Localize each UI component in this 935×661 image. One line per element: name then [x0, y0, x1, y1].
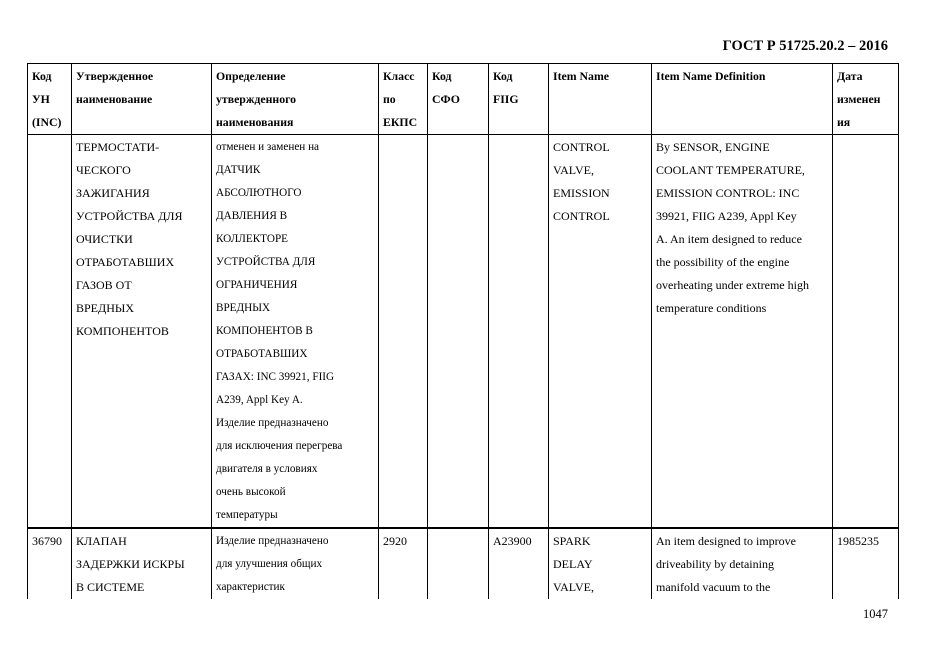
sfo-cell — [428, 528, 489, 599]
header-sfo-code — [428, 64, 489, 135]
cell-line: наименования — [216, 115, 294, 129]
cell-line: ия — [837, 115, 851, 129]
sfo-cell — [428, 135, 489, 529]
cell-line: A239, Appl Key A. — [216, 394, 303, 406]
cell-line: для исключения перегрева — [216, 440, 343, 452]
cell-line: Утвержденное — [76, 69, 154, 83]
cell-line: By SENSOR, ENGINE — [656, 140, 770, 154]
cell-line: Изделие предназначено — [216, 535, 329, 547]
class-cell — [379, 135, 428, 529]
cell-line: DELAY — [553, 557, 593, 571]
cell-line: КОЛЛЕКТОРЕ — [216, 233, 288, 245]
cell-line: изменен — [837, 92, 881, 106]
cell-line: температуры — [216, 509, 278, 521]
inc-cell — [28, 135, 72, 529]
cell-line: ВРЕДНЫХ — [216, 302, 271, 314]
header-item-name — [549, 64, 652, 135]
cell-line: УСТРОЙСТВА ДЛЯ — [216, 256, 316, 268]
cell-line: характеристик — [216, 581, 285, 593]
cell-line: CONTROL — [553, 209, 610, 223]
cell-line: VALVE, — [553, 580, 595, 594]
cell-line: очень высокой — [216, 486, 286, 498]
document-header: ГОСТ Р 51725.20.2 – 2016 — [722, 38, 888, 54]
cell-line: 1985235 — [837, 534, 879, 548]
cell-line: АБСОЛЮТНОГО — [216, 187, 302, 199]
cell-line: Item Name — [553, 69, 610, 83]
inc-cell — [28, 528, 72, 599]
item-name-definition-cell — [652, 528, 833, 599]
definition-cell — [212, 528, 379, 599]
class-cell — [379, 528, 428, 599]
cell-line: ОТРАБОТАВШИХ — [76, 255, 175, 269]
cell-line: КОМПОНЕНТОВ — [76, 324, 169, 338]
cell-line: ТЕРМОСТАТИ- — [76, 140, 160, 154]
cell-line: по — [383, 92, 396, 106]
cell-line: двигателя в условиях — [216, 463, 318, 475]
cell-line: FIIG — [493, 92, 519, 106]
cell-line: наименование — [76, 92, 153, 106]
header-change-date — [833, 64, 899, 135]
cell-line: overheating under extreme high — [656, 278, 809, 292]
approved-name-cell — [72, 135, 212, 529]
page-number: 1047 — [863, 607, 888, 621]
cell-line: COOLANT TEMPERATURE, — [656, 163, 805, 177]
cell-line: ДАТЧИК — [216, 164, 261, 176]
cell-line: для улучшения общих — [216, 558, 323, 570]
cell-line: An item designed to improve — [656, 534, 796, 548]
cell-line: Item Name Definition — [656, 69, 766, 83]
cell-line: driveability by detaining — [656, 557, 774, 571]
cell-line: Определение — [216, 69, 286, 83]
item-name-cell — [549, 528, 652, 599]
cell-line: ДАВЛЕНИЯ В — [216, 210, 288, 222]
cell-line: Класс — [383, 69, 415, 83]
cell-line: ОТРАБОТАВШИХ — [216, 348, 308, 360]
fiig-cell — [489, 135, 549, 529]
table-row — [28, 135, 899, 529]
cell-line: A. An item designed to reduce — [656, 232, 802, 246]
cell-line: УН — [32, 92, 50, 106]
cell-line: the possibility of the engine — [656, 255, 790, 269]
cell-line: ЕКПС — [383, 115, 418, 129]
cell-line: ГАЗАХ: INC 39921, FIIG — [216, 371, 335, 383]
cell-line: ГАЗОВ ОТ — [76, 278, 132, 292]
cell-line: Код — [432, 69, 452, 83]
cell-line: ВРЕДНЫХ — [76, 301, 134, 315]
cell-line: Изделие предназначено — [216, 417, 329, 429]
cell-line: EMISSION CONTROL: INC — [656, 186, 800, 200]
cell-line: УСТРОЙСТВА ДЛЯ — [76, 209, 183, 223]
header-definition — [212, 64, 379, 135]
definition-cell — [212, 135, 379, 529]
cell-line: ЗАДЕРЖКИ ИСКРЫ — [76, 557, 185, 571]
cell-line: VALVE, — [553, 163, 595, 177]
header-item-name-definition — [652, 64, 833, 135]
fiig-cell — [489, 528, 549, 599]
cell-line: Код — [32, 69, 52, 83]
header-row — [28, 64, 899, 135]
approved-name-cell — [72, 528, 212, 599]
table-row — [28, 528, 899, 599]
header-approved-name — [72, 64, 212, 135]
cell-line: ОГРАНИЧЕНИЯ — [216, 279, 298, 291]
cell-line: A23900 — [493, 534, 532, 548]
item-name-definition-cell — [652, 135, 833, 529]
header-fiig-code — [489, 64, 549, 135]
cell-line: temperature conditions — [656, 301, 767, 315]
cell-line: отменен и заменен на — [216, 141, 320, 153]
cell-line: ЧЕСКОГО — [76, 163, 131, 177]
cell-line: manifold vacuum to the — [656, 580, 771, 594]
cell-line: 2920 — [383, 534, 407, 548]
header-class — [379, 64, 428, 135]
cell-line: КЛАПАН — [76, 534, 127, 548]
cell-line: КОМПОНЕНТОВ В — [216, 325, 313, 337]
cell-line: Дата — [837, 69, 863, 83]
cell-line: (INC) — [32, 115, 62, 129]
cell-line: EMISSION — [553, 186, 610, 200]
item-name-table — [27, 63, 899, 599]
cell-line: В СИСТЕМЕ — [76, 580, 145, 594]
cell-line: CONTROL — [553, 140, 610, 154]
cell-line: СФО — [432, 92, 460, 106]
cell-line: SPARK — [553, 534, 591, 548]
header-inc — [28, 64, 72, 135]
cell-line: 36790 — [32, 534, 62, 548]
change-date-cell — [833, 135, 899, 529]
item-name-cell — [549, 135, 652, 529]
cell-line: Код — [493, 69, 513, 83]
cell-line: ЗАЖИГАНИЯ — [76, 186, 150, 200]
cell-line: ОЧИСТКИ — [76, 232, 133, 246]
cell-line: утвержденного — [216, 92, 297, 106]
change-date-cell — [833, 528, 899, 599]
cell-line: 39921, FIIG A239, Appl Key — [656, 209, 797, 223]
